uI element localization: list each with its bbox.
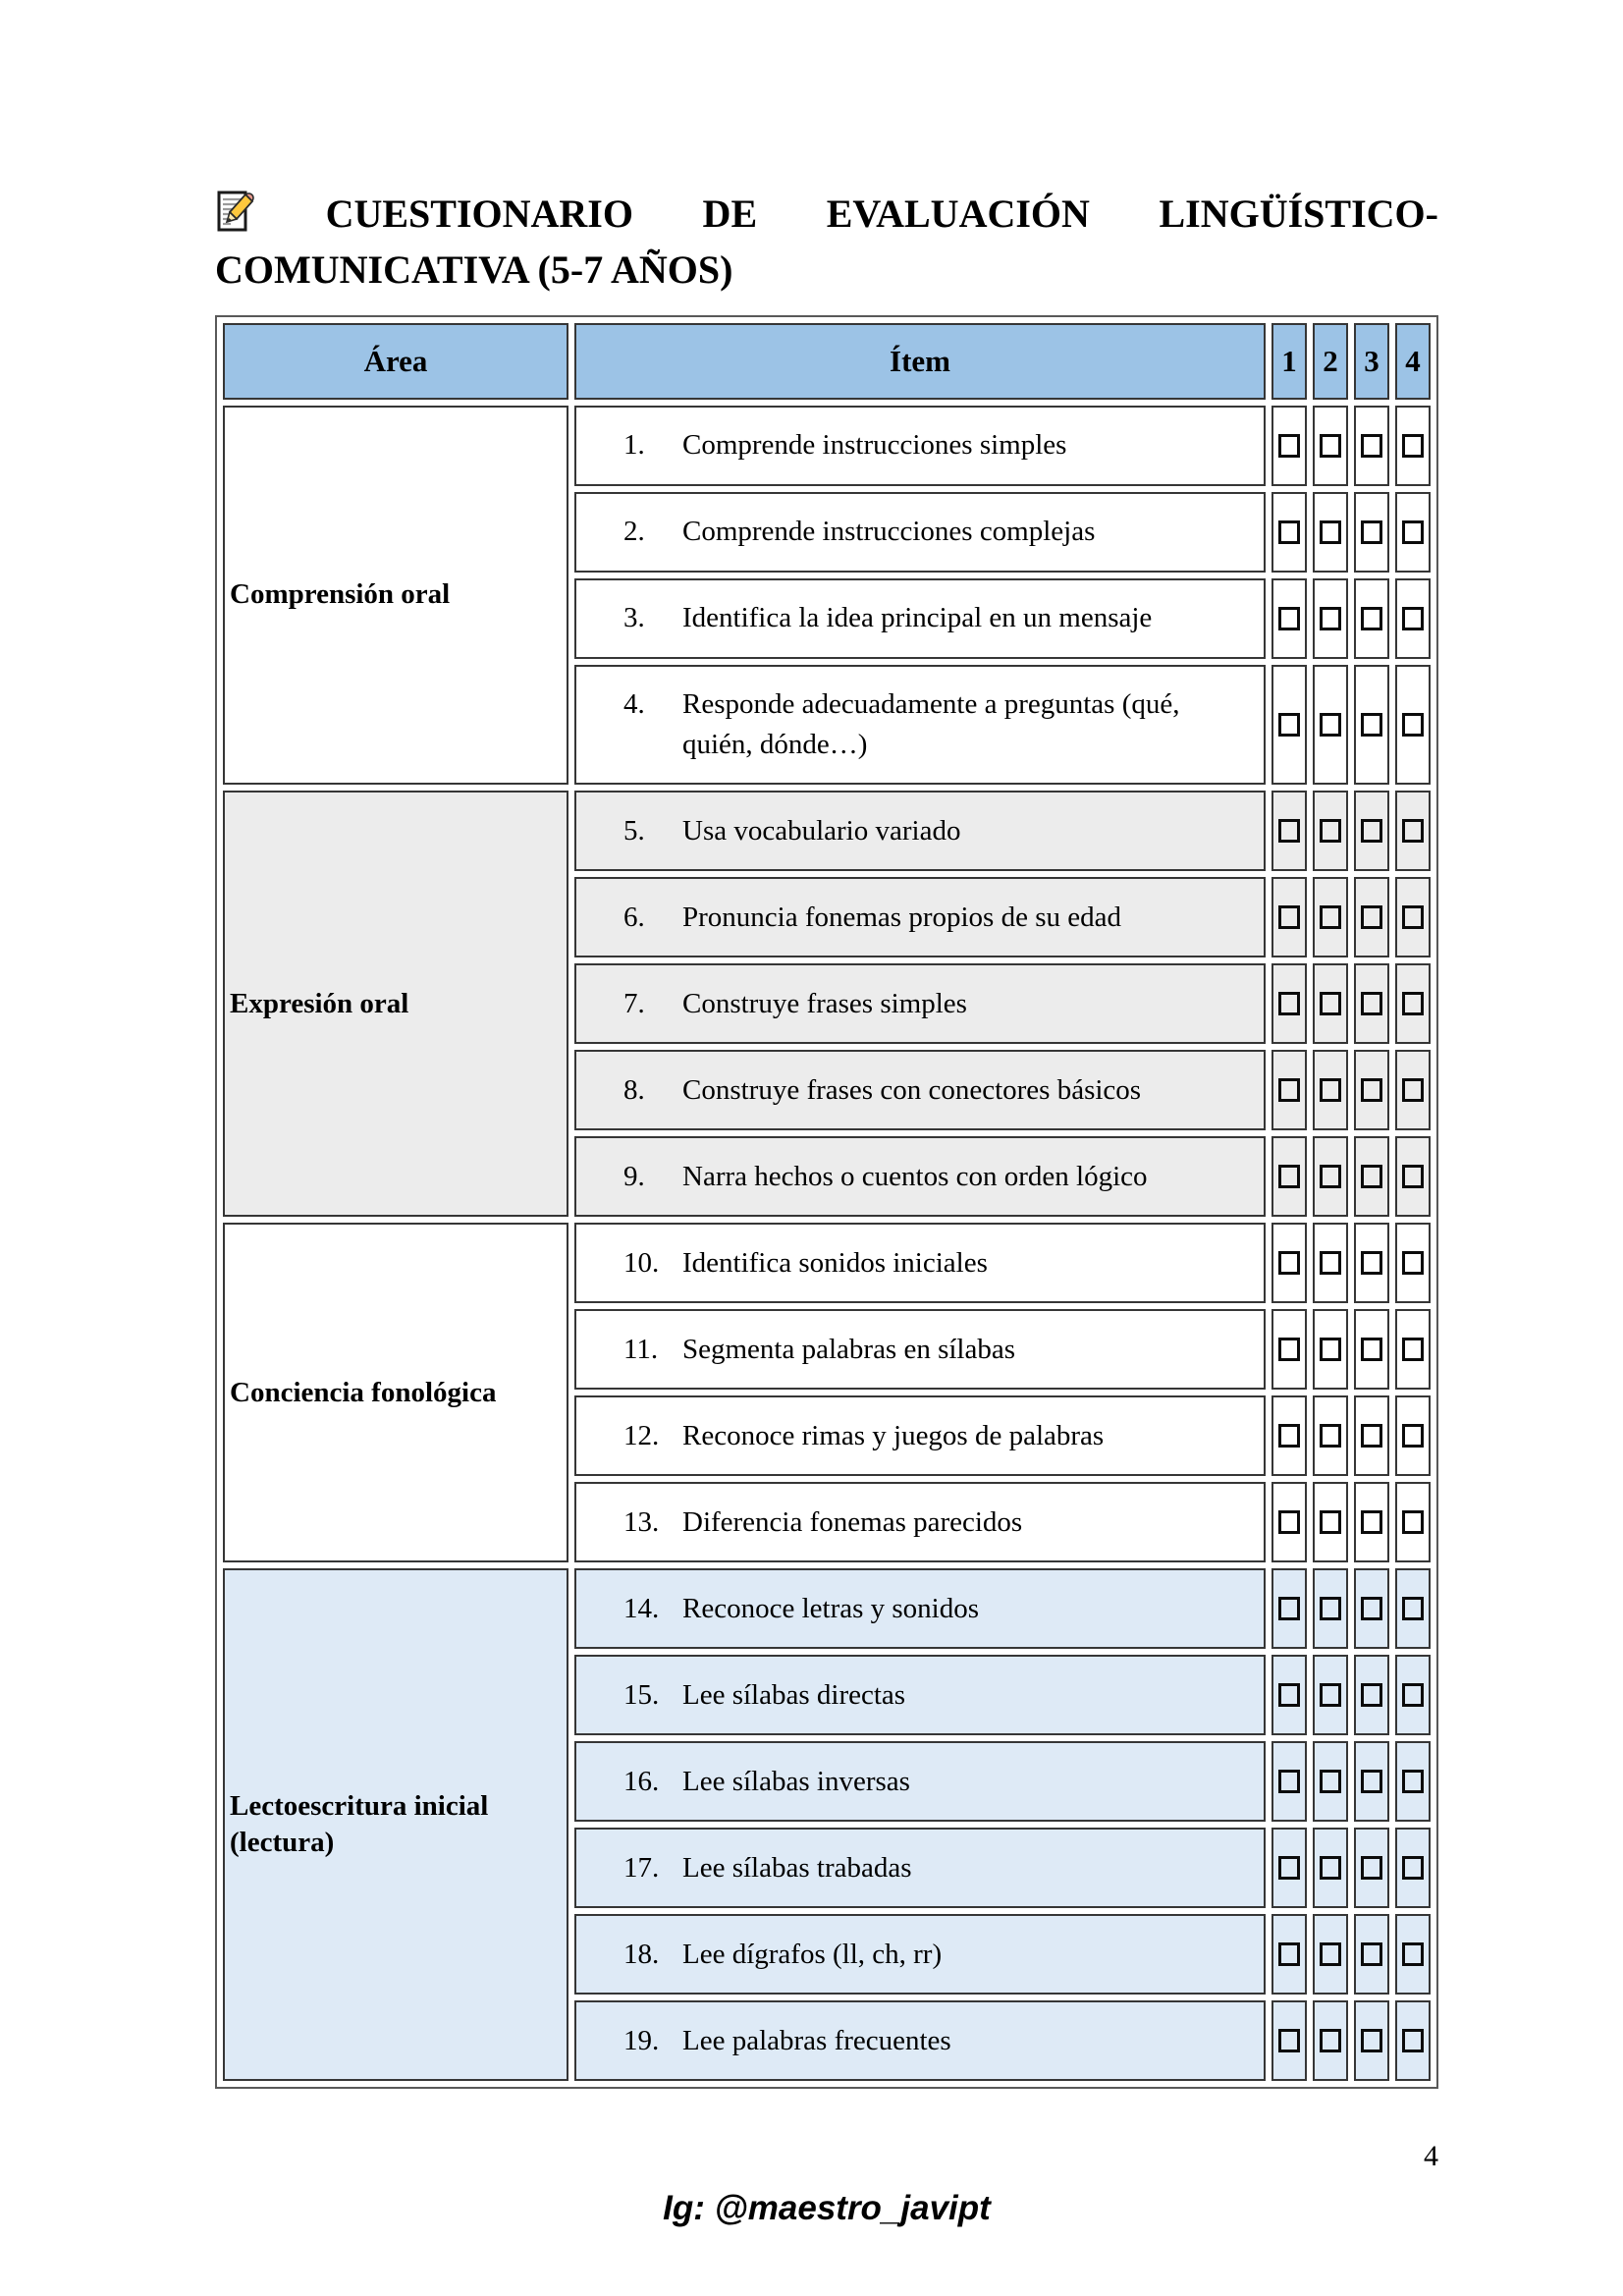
score-cell (1271, 1050, 1307, 1130)
item-text: Reconoce rimas y juegos de palabras (682, 1419, 1105, 1451)
item-cell (574, 1828, 1266, 1908)
header-item: Ítem (574, 323, 1266, 400)
checkbox-item-9-score-3[interactable] (1361, 1165, 1382, 1188)
score-cell (1271, 1568, 1307, 1649)
score-cell (1271, 406, 1307, 486)
score-cell (1271, 1395, 1307, 1476)
item-cell (574, 1223, 1266, 1303)
score-cell (1354, 1741, 1389, 1822)
checkbox-item-11-score-2[interactable] (1320, 1338, 1341, 1361)
footer-instagram-handle: Ig: @maestro_javipt (663, 2189, 991, 2228)
item-text: Pronuncia fonemas propios de su edad (682, 901, 1121, 933)
checkbox-item-3-score-3[interactable] (1361, 607, 1382, 630)
header-score-1: 1 (1271, 323, 1307, 400)
checkbox-item-11-score-4[interactable] (1402, 1338, 1424, 1361)
checkbox-item-2-score-2[interactable] (1320, 520, 1341, 544)
checkbox-item-6-score-2[interactable] (1320, 905, 1341, 929)
page-title (215, 189, 1438, 294)
table-row (223, 791, 1431, 871)
checkbox-item-2-score-3[interactable] (1361, 520, 1382, 544)
title-line-1 (215, 189, 1438, 245)
checkbox-item-5-score-2[interactable] (1320, 819, 1341, 843)
score-cell (1313, 578, 1348, 659)
score-cell (1395, 1136, 1431, 1217)
item-text: Narra hechos o cuentos con orden lógico (682, 1160, 1148, 1192)
checkbox-item-18-score-2[interactable] (1320, 1942, 1341, 1966)
score-cell (1313, 665, 1348, 785)
score-cell (1395, 1828, 1431, 1908)
item-text: Lee sílabas inversas (682, 1765, 910, 1797)
checkbox-item-4-score-4[interactable] (1402, 713, 1424, 737)
score-cell (1395, 791, 1431, 871)
score-cell (1313, 1395, 1348, 1476)
score-cell (1313, 2000, 1348, 2081)
page-number: 4 (1424, 2140, 1438, 2173)
table-row (223, 1223, 1431, 1303)
checkbox-item-14-score-1[interactable] (1278, 1597, 1300, 1620)
score-cell (1313, 406, 1348, 486)
checkbox-item-9-score-1[interactable] (1278, 1165, 1300, 1188)
item-number: 19. (623, 2024, 660, 2056)
item-number: 12. (623, 1419, 660, 1451)
score-cell (1313, 1828, 1348, 1908)
area-cell: Conciencia fonológica (223, 1223, 568, 1562)
area-cell: Comprensión oral (223, 406, 568, 785)
checkbox-item-8-score-3[interactable] (1361, 1078, 1382, 1102)
item-cell (574, 963, 1266, 1044)
checkbox-item-7-score-3[interactable] (1361, 992, 1382, 1015)
score-cell (1354, 791, 1389, 871)
score-cell (1354, 1914, 1389, 1995)
score-cell (1313, 877, 1348, 957)
checkbox-item-10-score-1[interactable] (1278, 1251, 1300, 1275)
score-cell (1271, 1223, 1307, 1303)
score-cell (1395, 1568, 1431, 1649)
score-cell (1271, 2000, 1307, 2081)
checkbox-item-12-score-4[interactable] (1402, 1424, 1424, 1448)
checkbox-item-6-score-1[interactable] (1278, 905, 1300, 929)
score-cell (1354, 1395, 1389, 1476)
item-text: Identifica sonidos iniciales (682, 1246, 988, 1279)
item-text: Construye frases simples (682, 987, 967, 1019)
header-row (223, 323, 1431, 400)
checkbox-item-8-score-2[interactable] (1320, 1078, 1341, 1102)
item-cell (574, 1395, 1266, 1476)
checkbox-item-17-score-4[interactable] (1402, 1856, 1424, 1880)
score-cell (1395, 877, 1431, 957)
score-cell (1271, 1482, 1307, 1562)
header-area: Área (223, 323, 568, 400)
checkbox-item-13-score-2[interactable] (1320, 1510, 1341, 1534)
item-number: 11. (623, 1333, 659, 1365)
item-cell (574, 1741, 1266, 1822)
checkbox-item-11-score-1[interactable] (1278, 1338, 1300, 1361)
item-text: Comprende instrucciones complejas (682, 516, 1096, 548)
item-cell (574, 1050, 1266, 1130)
score-cell (1271, 791, 1307, 871)
item-cell (574, 2000, 1266, 2081)
checkbox-item-14-score-2[interactable] (1320, 1597, 1341, 1620)
checkbox-item-10-score-3[interactable] (1361, 1251, 1382, 1275)
item-number: 7. (623, 987, 645, 1019)
item-cell (574, 1655, 1266, 1735)
item-number: 9. (623, 1160, 645, 1192)
checkbox-item-13-score-4[interactable] (1402, 1510, 1424, 1534)
item-text: Usa vocabulario variado (682, 814, 961, 847)
item-cell (574, 1136, 1266, 1217)
item-cell (574, 1309, 1266, 1390)
checkbox-item-11-score-3[interactable] (1361, 1338, 1382, 1361)
checkbox-item-10-score-2[interactable] (1320, 1251, 1341, 1275)
score-cell (1395, 1309, 1431, 1390)
score-cell (1354, 665, 1389, 785)
checkbox-item-12-score-3[interactable] (1361, 1424, 1382, 1448)
item-cell (574, 492, 1266, 573)
item-number: 5. (623, 814, 645, 847)
checkbox-item-1-score-2[interactable] (1320, 434, 1341, 458)
title-text-line1: CUESTIONARIO DE EVALUACIÓN LINGÜÍSTICO- (325, 191, 1438, 236)
score-cell (1271, 578, 1307, 659)
checkbox-item-8-score-4[interactable] (1402, 1078, 1424, 1102)
checkbox-item-3-score-2[interactable] (1320, 607, 1341, 630)
score-cell (1395, 665, 1431, 785)
score-cell (1354, 1050, 1389, 1130)
checkbox-item-16-score-2[interactable] (1320, 1770, 1341, 1793)
item-text: Lee sílabas directas (682, 1678, 906, 1711)
page-content (215, 189, 1438, 2228)
item-text: Responde adecuadamente a preguntas (qué, quién, dónde…) (682, 688, 1180, 761)
checkbox-item-15-score-2[interactable] (1320, 1683, 1341, 1707)
checkbox-item-16-score-1[interactable] (1278, 1770, 1300, 1793)
evaluation-table-wrap (215, 315, 1438, 2089)
item-cell (574, 877, 1266, 957)
checkbox-item-19-score-3[interactable] (1361, 2029, 1382, 2052)
item-text: Construye frases con conectores básicos (682, 1073, 1142, 1106)
item-text: Lee sílabas trabadas (682, 1851, 912, 1884)
item-text: Reconoce letras y sonidos (682, 1592, 980, 1624)
item-cell (574, 791, 1266, 871)
item-number: 10. (623, 1246, 660, 1279)
checkbox-item-7-score-2[interactable] (1320, 992, 1341, 1015)
checkbox-item-12-score-2[interactable] (1320, 1424, 1341, 1448)
checkbox-item-6-score-3[interactable] (1361, 905, 1382, 929)
checkbox-item-1-score-3[interactable] (1361, 434, 1382, 458)
item-number: 6. (623, 901, 645, 933)
item-text: Lee dígrafos (ll, ch, rr) (682, 1938, 943, 1970)
score-cell (1271, 1309, 1307, 1390)
score-cell (1354, 578, 1389, 659)
score-cell (1313, 1223, 1348, 1303)
checkbox-item-4-score-2[interactable] (1320, 713, 1341, 737)
item-number: 1. (623, 429, 645, 462)
score-cell (1313, 1309, 1348, 1390)
checkbox-item-3-score-4[interactable] (1402, 607, 1424, 630)
header-score-4: 4 (1395, 323, 1431, 400)
checkbox-item-9-score-2[interactable] (1320, 1165, 1341, 1188)
score-cell (1354, 406, 1389, 486)
score-cell (1271, 1741, 1307, 1822)
checkbox-item-5-score-3[interactable] (1361, 819, 1382, 843)
checkbox-item-2-score-1[interactable] (1278, 520, 1300, 544)
checkbox-item-2-score-4[interactable] (1402, 520, 1424, 544)
score-cell (1313, 1914, 1348, 1995)
item-number: 18. (623, 1938, 660, 1970)
table-body (223, 406, 1431, 2081)
checkbox-item-12-score-1[interactable] (1278, 1424, 1300, 1448)
item-number: 16. (623, 1765, 660, 1797)
score-cell (1313, 492, 1348, 573)
score-cell (1395, 1741, 1431, 1822)
score-cell (1354, 2000, 1389, 2081)
checkbox-item-4-score-3[interactable] (1361, 713, 1382, 737)
checkbox-item-5-score-4[interactable] (1402, 819, 1424, 843)
score-cell (1313, 1482, 1348, 1562)
score-cell (1354, 877, 1389, 957)
checkbox-item-6-score-4[interactable] (1402, 905, 1424, 929)
score-cell (1313, 963, 1348, 1044)
score-cell (1271, 1914, 1307, 1995)
score-cell (1354, 1655, 1389, 1735)
checkbox-item-15-score-1[interactable] (1278, 1683, 1300, 1707)
checkbox-item-18-score-3[interactable] (1361, 1942, 1382, 1966)
table-row (223, 1568, 1431, 1649)
item-cell (574, 578, 1266, 659)
evaluation-table (215, 315, 1438, 2089)
item-number: 4. (623, 688, 645, 720)
score-cell (1354, 1828, 1389, 1908)
checkbox-item-16-score-4[interactable] (1402, 1770, 1424, 1793)
item-number: 17. (623, 1851, 660, 1884)
checkbox-item-1-score-1[interactable] (1278, 434, 1300, 458)
score-cell (1354, 1309, 1389, 1390)
item-number: 2. (623, 516, 645, 548)
score-cell (1395, 578, 1431, 659)
item-text: Segmenta palabras en sílabas (682, 1333, 1016, 1365)
score-cell (1395, 492, 1431, 573)
checkbox-item-4-score-1[interactable] (1278, 713, 1300, 737)
score-cell (1271, 1136, 1307, 1217)
item-cell (574, 406, 1266, 486)
score-cell (1395, 1655, 1431, 1735)
score-cell (1271, 1655, 1307, 1735)
item-number: 8. (623, 1073, 645, 1106)
score-cell (1354, 1223, 1389, 1303)
item-text: Diferencia fonemas parecidos (682, 1505, 1023, 1538)
checkbox-item-18-score-4[interactable] (1402, 1942, 1424, 1966)
score-cell (1395, 406, 1431, 486)
checkbox-item-1-score-4[interactable] (1402, 434, 1424, 458)
score-cell (1395, 1050, 1431, 1130)
area-cell: Lectoescritura inicial (lectura) (223, 1568, 568, 2081)
item-number: 15. (623, 1678, 660, 1711)
checkbox-item-19-score-4[interactable] (1402, 2029, 1424, 2052)
checkbox-item-14-score-3[interactable] (1361, 1597, 1382, 1620)
checkbox-item-17-score-1[interactable] (1278, 1856, 1300, 1880)
checkbox-item-15-score-3[interactable] (1361, 1683, 1382, 1707)
score-cell (1354, 1568, 1389, 1649)
score-cell (1313, 1050, 1348, 1130)
checkbox-item-19-score-2[interactable] (1320, 2029, 1341, 2052)
score-cell (1271, 1828, 1307, 1908)
checkbox-item-17-score-3[interactable] (1361, 1856, 1382, 1880)
checkbox-item-19-score-1[interactable] (1278, 2029, 1300, 2052)
checkbox-item-18-score-1[interactable] (1278, 1942, 1300, 1966)
score-cell (1271, 492, 1307, 573)
checkbox-item-10-score-4[interactable] (1402, 1251, 1424, 1275)
score-cell (1395, 1914, 1431, 1995)
header-score-3: 3 (1354, 323, 1389, 400)
checkbox-item-15-score-4[interactable] (1402, 1683, 1424, 1707)
score-cell (1313, 791, 1348, 871)
score-cell (1271, 665, 1307, 785)
score-cell (1354, 963, 1389, 1044)
item-cell (574, 1914, 1266, 1995)
score-cell (1271, 963, 1307, 1044)
item-number: 14. (623, 1592, 660, 1624)
item-number: 3. (623, 602, 645, 634)
item-text: Comprende instrucciones simples (682, 429, 1067, 462)
checkbox-item-16-score-3[interactable] (1361, 1770, 1382, 1793)
item-cell (574, 1568, 1266, 1649)
item-text: Identifica la idea principal en un mensaje (682, 602, 1153, 634)
checkbox-item-5-score-1[interactable] (1278, 819, 1300, 843)
checkbox-item-3-score-1[interactable] (1278, 607, 1300, 630)
checkbox-item-9-score-4[interactable] (1402, 1165, 1424, 1188)
score-cell (1313, 1136, 1348, 1217)
score-cell (1395, 1395, 1431, 1476)
header-score-2: 2 (1313, 323, 1348, 400)
area-cell: Expresión oral (223, 791, 568, 1217)
score-cell (1313, 1655, 1348, 1735)
score-cell (1313, 1741, 1348, 1822)
score-cell (1395, 1482, 1431, 1562)
score-cell (1271, 877, 1307, 957)
item-cell (574, 665, 1266, 785)
score-cell (1395, 1223, 1431, 1303)
title-text-line2: COMUNICATIVA (5-7 AÑOS) (215, 247, 733, 292)
checkbox-item-7-score-1[interactable] (1278, 992, 1300, 1015)
checkbox-item-17-score-2[interactable] (1320, 1856, 1341, 1880)
checkbox-item-7-score-4[interactable] (1402, 992, 1424, 1015)
checkbox-item-14-score-4[interactable] (1402, 1597, 1424, 1620)
checkbox-item-13-score-3[interactable] (1361, 1510, 1382, 1534)
score-cell (1354, 492, 1389, 573)
score-cell (1395, 2000, 1431, 2081)
item-number: 13. (623, 1505, 660, 1538)
score-cell (1395, 963, 1431, 1044)
score-cell (1354, 1136, 1389, 1217)
item-cell (574, 1482, 1266, 1562)
item-text: Lee palabras frecuentes (682, 2024, 951, 2056)
memo-pencil-icon (215, 189, 256, 245)
table-row (223, 406, 1431, 486)
checkbox-item-8-score-1[interactable] (1278, 1078, 1300, 1102)
score-cell (1354, 1482, 1389, 1562)
score-cell (1313, 1568, 1348, 1649)
checkbox-item-13-score-1[interactable] (1278, 1510, 1300, 1534)
